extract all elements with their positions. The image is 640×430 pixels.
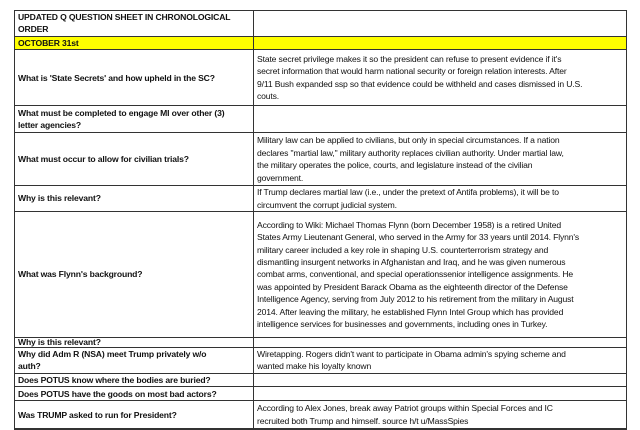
- table-row: [15, 373, 627, 386]
- question-text: Does POTUS know where the bodies are buried?: [18, 374, 211, 385]
- table-row: [15, 133, 627, 186]
- question-text: Why is this relevant?: [18, 337, 101, 348]
- question-text: What is 'State Secrets' and how upheld in the SC?: [18, 72, 215, 83]
- answer-cell: [254, 186, 627, 212]
- table-row: [15, 348, 627, 374]
- sheet-title: [15, 11, 254, 37]
- title-row-empty-cell: [254, 11, 627, 37]
- answer-text: Wiretapping. Rogers didn't want to participate in Obama admin's spying scheme and: [257, 349, 566, 360]
- answer-text: State secret privilege makes it so the president can refuse to present evidence if it's: [257, 53, 562, 64]
- table-row: [15, 106, 627, 133]
- answer-text: Intelligence Agency, serving from July 2012 to his retirement from the military in August: [257, 294, 574, 305]
- answer-text: intelligence services for businesses and governments, including ones in Turkey.: [257, 318, 548, 329]
- answer-text: combat arms, conventional, and special operationssenior intelligence assignments. He: [257, 269, 574, 280]
- table-row: [15, 387, 627, 401]
- question-text: What must be completed to engage MI over other (3): [18, 107, 225, 118]
- answer-text: couts.: [257, 91, 280, 102]
- answer-text: the military operates the police, courts, and legislature instead of the civilian: [257, 160, 533, 171]
- answer-text: wanted make his loyalty known: [257, 361, 372, 372]
- title-row: [15, 11, 627, 37]
- answer-text: declares "martial law," military authority replaces civilian authority. Under martial law,: [257, 147, 564, 158]
- answer-text: Military law can be applied to civilians, but only in special circumstances. If a nation: [257, 135, 560, 146]
- date-row: [15, 36, 627, 49]
- question-text: letter agencies?: [18, 120, 82, 131]
- answer-text: 2014. After leaving the military, he established Flynn Intel Group which has provided: [257, 306, 564, 317]
- question-text: What must occur to allow for civilian trials?: [18, 154, 189, 165]
- question-cell: [15, 387, 254, 401]
- question-cell: [15, 106, 254, 133]
- answer-text: military career included a key role in shaping U.S. counterterrorism strategy and: [257, 244, 549, 255]
- question-cell: [15, 348, 254, 374]
- table-row: [15, 186, 627, 212]
- question-cell: [15, 401, 254, 430]
- question-text: What was Flynn's background?: [18, 269, 143, 280]
- question-cell: [15, 373, 254, 386]
- title-line: UPDATED Q QUESTION SHEET IN CHRONOLOGICAL: [18, 12, 231, 22]
- answer-text: 9/11 Bush expanded ssp so that evidence could be withheld and cases dismissed in U.S.: [257, 78, 583, 89]
- answer-cell: [254, 133, 627, 186]
- question-cell: [15, 186, 254, 212]
- question-cell: [15, 133, 254, 186]
- question-cell: [15, 50, 254, 106]
- table-row: [15, 212, 627, 338]
- question-text: Why is this relevant?: [18, 193, 101, 204]
- answer-text: According to Wiki: Michael Thomas Flynn (born December 1958) is a retired United: [257, 219, 562, 230]
- answer-text: government.: [257, 172, 304, 183]
- answer-cell: [254, 338, 627, 348]
- question-sheet-table: [14, 10, 627, 430]
- answer-cell: [254, 401, 627, 430]
- answer-text: According to Alex Jones, break away Patriot groups within Special Forces and IC: [257, 403, 553, 414]
- question-text: auth?: [18, 361, 41, 372]
- question-text: Why did Adm R (NSA) meet Trump privately w/o: [18, 349, 207, 360]
- answer-text: States Army Lieutenant General, who served in the Army for 33 years until 2014. Flynn's: [257, 232, 580, 243]
- answer-text: secret information that would harm national security or foreign relation interests. After: [257, 66, 567, 77]
- answer-cell: [254, 50, 627, 106]
- table-row: [15, 401, 627, 430]
- answer-cell: [254, 373, 627, 386]
- answer-text: dismantling insurgent networks in Afghanistan and Iraq, and he was given numerous: [257, 256, 566, 267]
- answer-cell: [254, 106, 627, 133]
- answer-text: recruited both Trump and himself. source h/t u/MassSpies: [257, 415, 469, 426]
- answer-text: circumvent the corrupt judicial system.: [257, 199, 397, 210]
- answer-text: If Trump declares martial law (i.e., under the pretext of Antifa problems), it will be to: [257, 187, 559, 198]
- date-row-empty-cell: [254, 36, 627, 49]
- question-text: Was TRUMP asked to run for President?: [18, 409, 177, 420]
- answer-cell: [254, 348, 627, 374]
- answer-cell: [254, 387, 627, 401]
- table-row: [15, 338, 627, 348]
- title-line: ORDER: [18, 24, 49, 35]
- answer-cell: [254, 212, 627, 338]
- question-cell: [15, 338, 254, 348]
- question-cell: [15, 212, 254, 338]
- table-row: [15, 50, 627, 106]
- question-text: Does POTUS have the goods on most bad actors?: [18, 388, 217, 399]
- date-label: OCTOBER 31st: [15, 36, 254, 49]
- answer-text: was appointed by President Barack Obama as the eighteenth director of the Defense: [257, 281, 568, 292]
